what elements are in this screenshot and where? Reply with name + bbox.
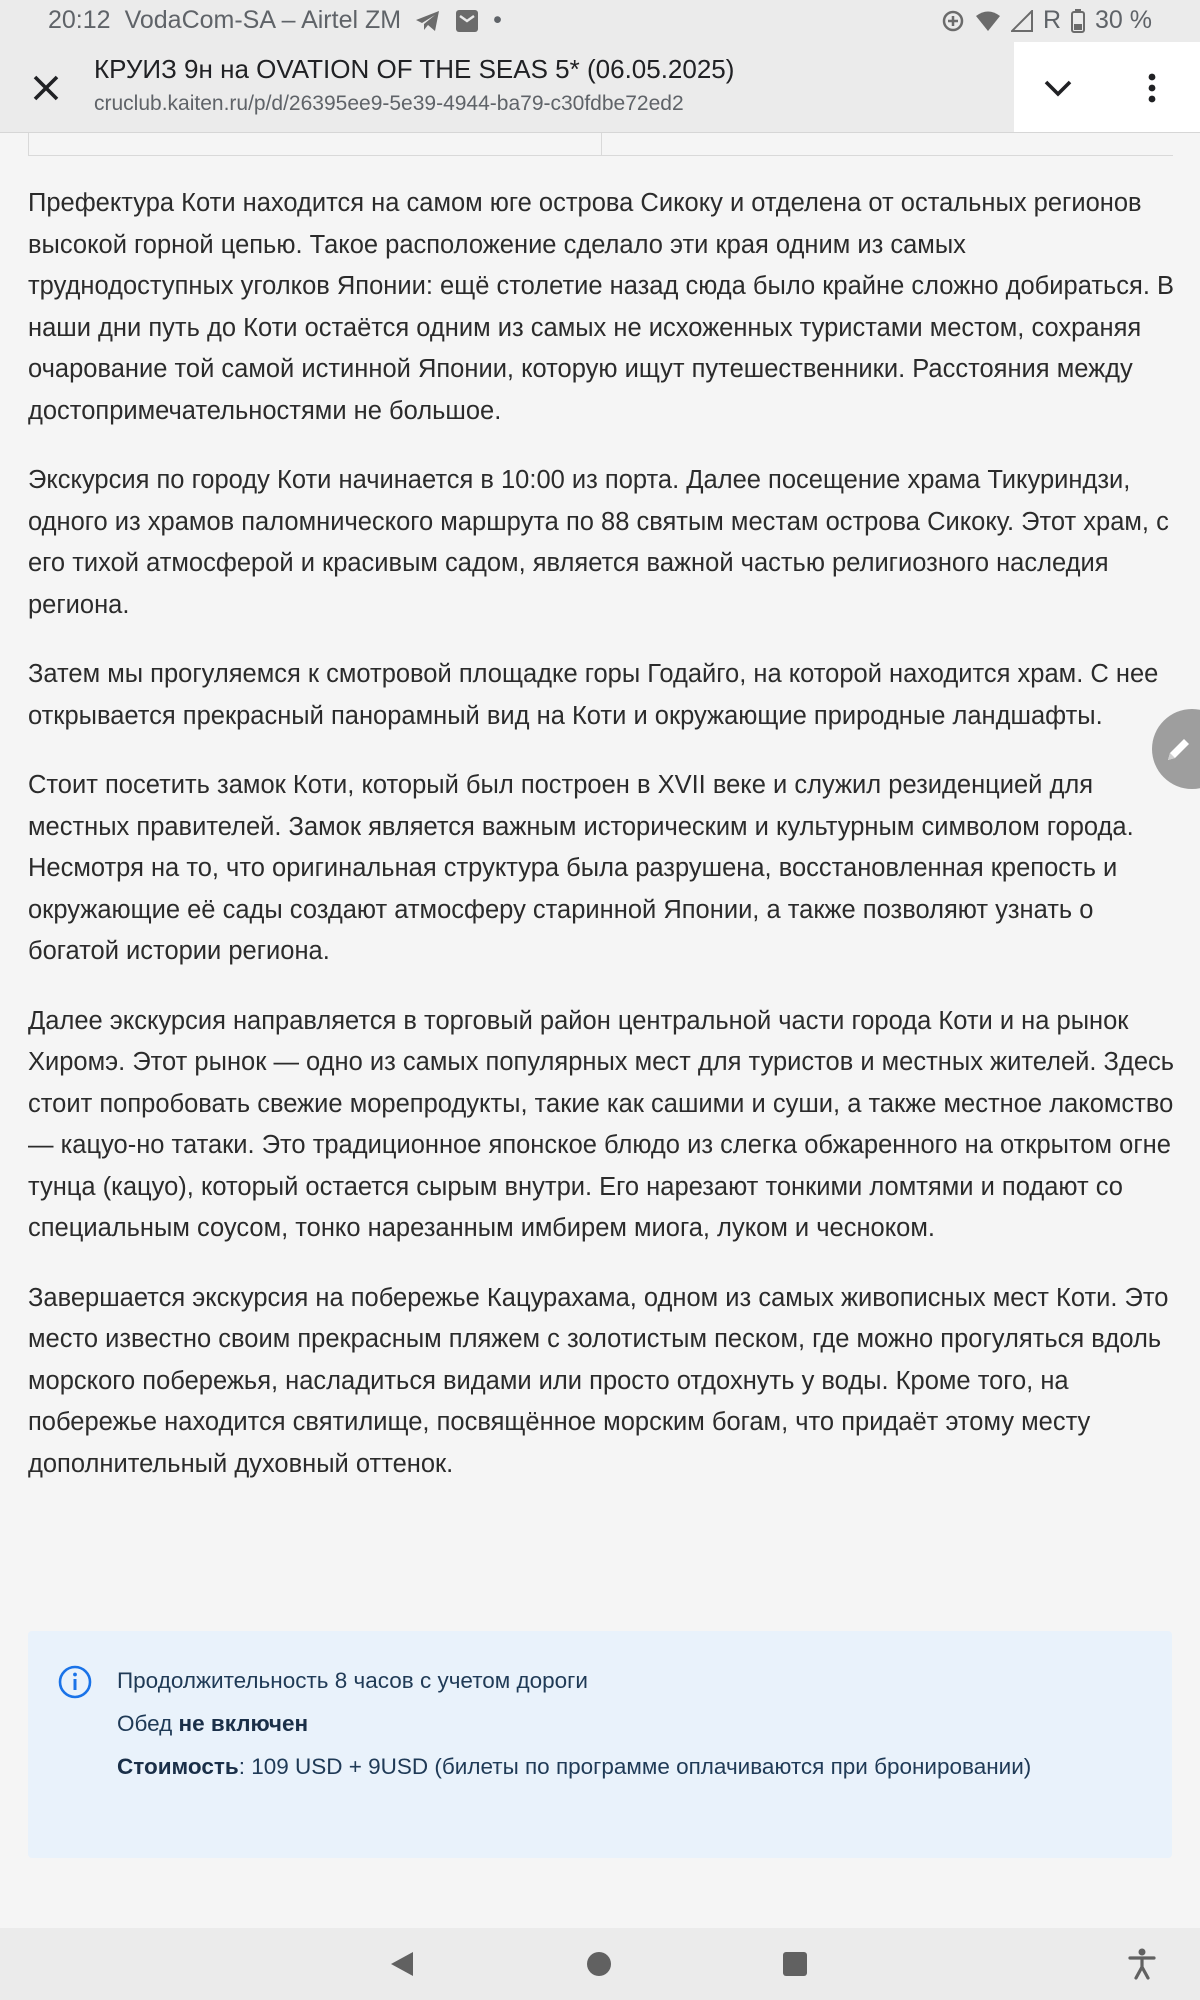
table-bottom-edge	[28, 133, 1173, 156]
table-column-divider	[601, 133, 602, 155]
recents-button[interactable]	[771, 1940, 819, 1988]
back-triangle-icon	[389, 1950, 415, 1978]
data-saver-icon	[941, 9, 965, 33]
info-callout	[28, 1631, 1172, 1858]
home-button[interactable]	[575, 1940, 623, 1988]
recents-square-icon	[782, 1951, 808, 1977]
status-time: 20:12	[48, 6, 111, 34]
info-icon	[58, 1665, 92, 1704]
close-icon	[32, 74, 60, 102]
browser-toolbar	[0, 42, 1200, 133]
status-bar	[0, 0, 1200, 42]
info-lunch-value: не включен	[178, 1711, 309, 1736]
more-options-button[interactable]	[1128, 64, 1176, 112]
info-cost	[117, 1749, 1147, 1785]
info-cost-value: : 109 USD + 9USD (билеты по программе оплачиваются при бронировании)	[238, 1754, 1032, 1779]
status-dot: •	[493, 6, 502, 34]
close-button[interactable]	[22, 64, 70, 112]
battery-icon	[1071, 9, 1085, 33]
back-button[interactable]	[378, 1940, 426, 1988]
expand-button[interactable]	[1034, 64, 1082, 112]
signal-icon	[1011, 10, 1033, 32]
status-battery: 30 %	[1095, 6, 1152, 34]
info-lunch-label: Обед	[117, 1711, 179, 1736]
paragraph: Стоит посетить замок Коти, который был построен в XVII веке и служил резиденцией для местных правителей. Замок является важным историческим и культурным символом города. Несмотря на то, что оригинальная структура была разрушена, восстановленная крепость и окружающие её сады создают атмосферу старинной Японии, а также позволяют узнать о богатой истории региона.	[28, 771, 1134, 965]
home-circle-icon	[586, 1951, 612, 1977]
info-duration: Продолжительность 8 часов с учетом дороги	[117, 1668, 588, 1693]
chevron-down-icon	[1043, 78, 1073, 98]
page-content[interactable]	[0, 133, 1200, 1928]
article-body	[28, 183, 1178, 1513]
info-lines	[117, 1663, 1147, 1792]
paragraph: Затем мы прогуляемся к смотровой площадке горы Годайго, на которой находится храм. С нее открывается прекрасный панорамный вид на Коти и окружающие природные ландшафты.	[28, 660, 1159, 730]
status-left	[48, 6, 502, 35]
system-navigation-bar	[0, 1928, 1200, 2000]
telegram-icon	[415, 10, 441, 32]
paragraph: Префектура Коти находится на самом юге острова Сикоку и отделена от остальных регионов высокой горной цепью. Такое расположение сделало эти края одним из самых труднодоступных уголков Японии: ещё столетие назад сюда было крайне сложно добираться. В наши дни путь до Коти остаётся одним из самых не исхоженных туристами местом, сохраняя очарование той самой истинной Японии, которую ищут путешественники. Расстояния между достопримечательностями не большое.	[28, 189, 1175, 425]
info-cost-label: Стоимость	[117, 1754, 239, 1779]
paragraph: Далее экскурсия направляется в торговый район центральной части города Коти и на рынок Хиромэ. Этот рынок — одно из самых популярных мест для туристов и местных жителей. Здесь стоит попробовать свежие морепродукты, такие как сашими и суши, а также местное лакомство — кацуо-но татаки. Это традиционное японское блюдо из слегка обжаренного на открытом огне тунца (кацуо), который остается сырым внутри. Его нарезают тонкими ломтями и подают со специальным соусом, тонко нарезанным имбирем миога, луком и чесноком.	[28, 1006, 1175, 1242]
status-roaming: R	[1042, 6, 1062, 34]
page-url[interactable]: cruclub.kaiten.ru/p/d/26395ee9-5e39-4944-ba79-c30fdbe72ed2	[94, 92, 684, 115]
status-right	[941, 6, 1152, 35]
wifi-icon	[975, 10, 1001, 32]
paragraph: Экскурсия по городу Коти начинается в 10:00 из порта. Далее посещение храма Тикуриндзи, одного из храмов паломнического маршрута по 88 святым местам острова Сикоку. Этот храм, с его тихой атмосферой и красивым садом, является важной частью религиозного наследия региона.	[28, 466, 1169, 619]
paragraph: Завершается экскурсия на побережье Кацурахама, одном из самых живописных мест Коти. Это место известно своим прекрасным пляжем с золотистым песком, где можно прогуляться вдоль морского побережья, насладиться видами или просто отдохнуть у воды. Кроме того, на побережье находится святилище, посвящённое морским богам, что придаёт этому месту дополнительный духовный оттенок.	[28, 1283, 1169, 1478]
pencil-icon	[1164, 734, 1194, 764]
info-lunch	[117, 1706, 1147, 1742]
mail-icon	[455, 9, 479, 33]
more-vert-icon	[1147, 73, 1157, 103]
page-title: КРУИЗ 9н на OVATION OF THE SEAS 5* (06.05.2025)	[94, 54, 735, 84]
accessibility-button[interactable]	[1118, 1940, 1166, 1988]
status-carrier: VodaCom-SA – Airtel ZM	[124, 6, 402, 34]
accessibility-icon	[1128, 1948, 1156, 1980]
